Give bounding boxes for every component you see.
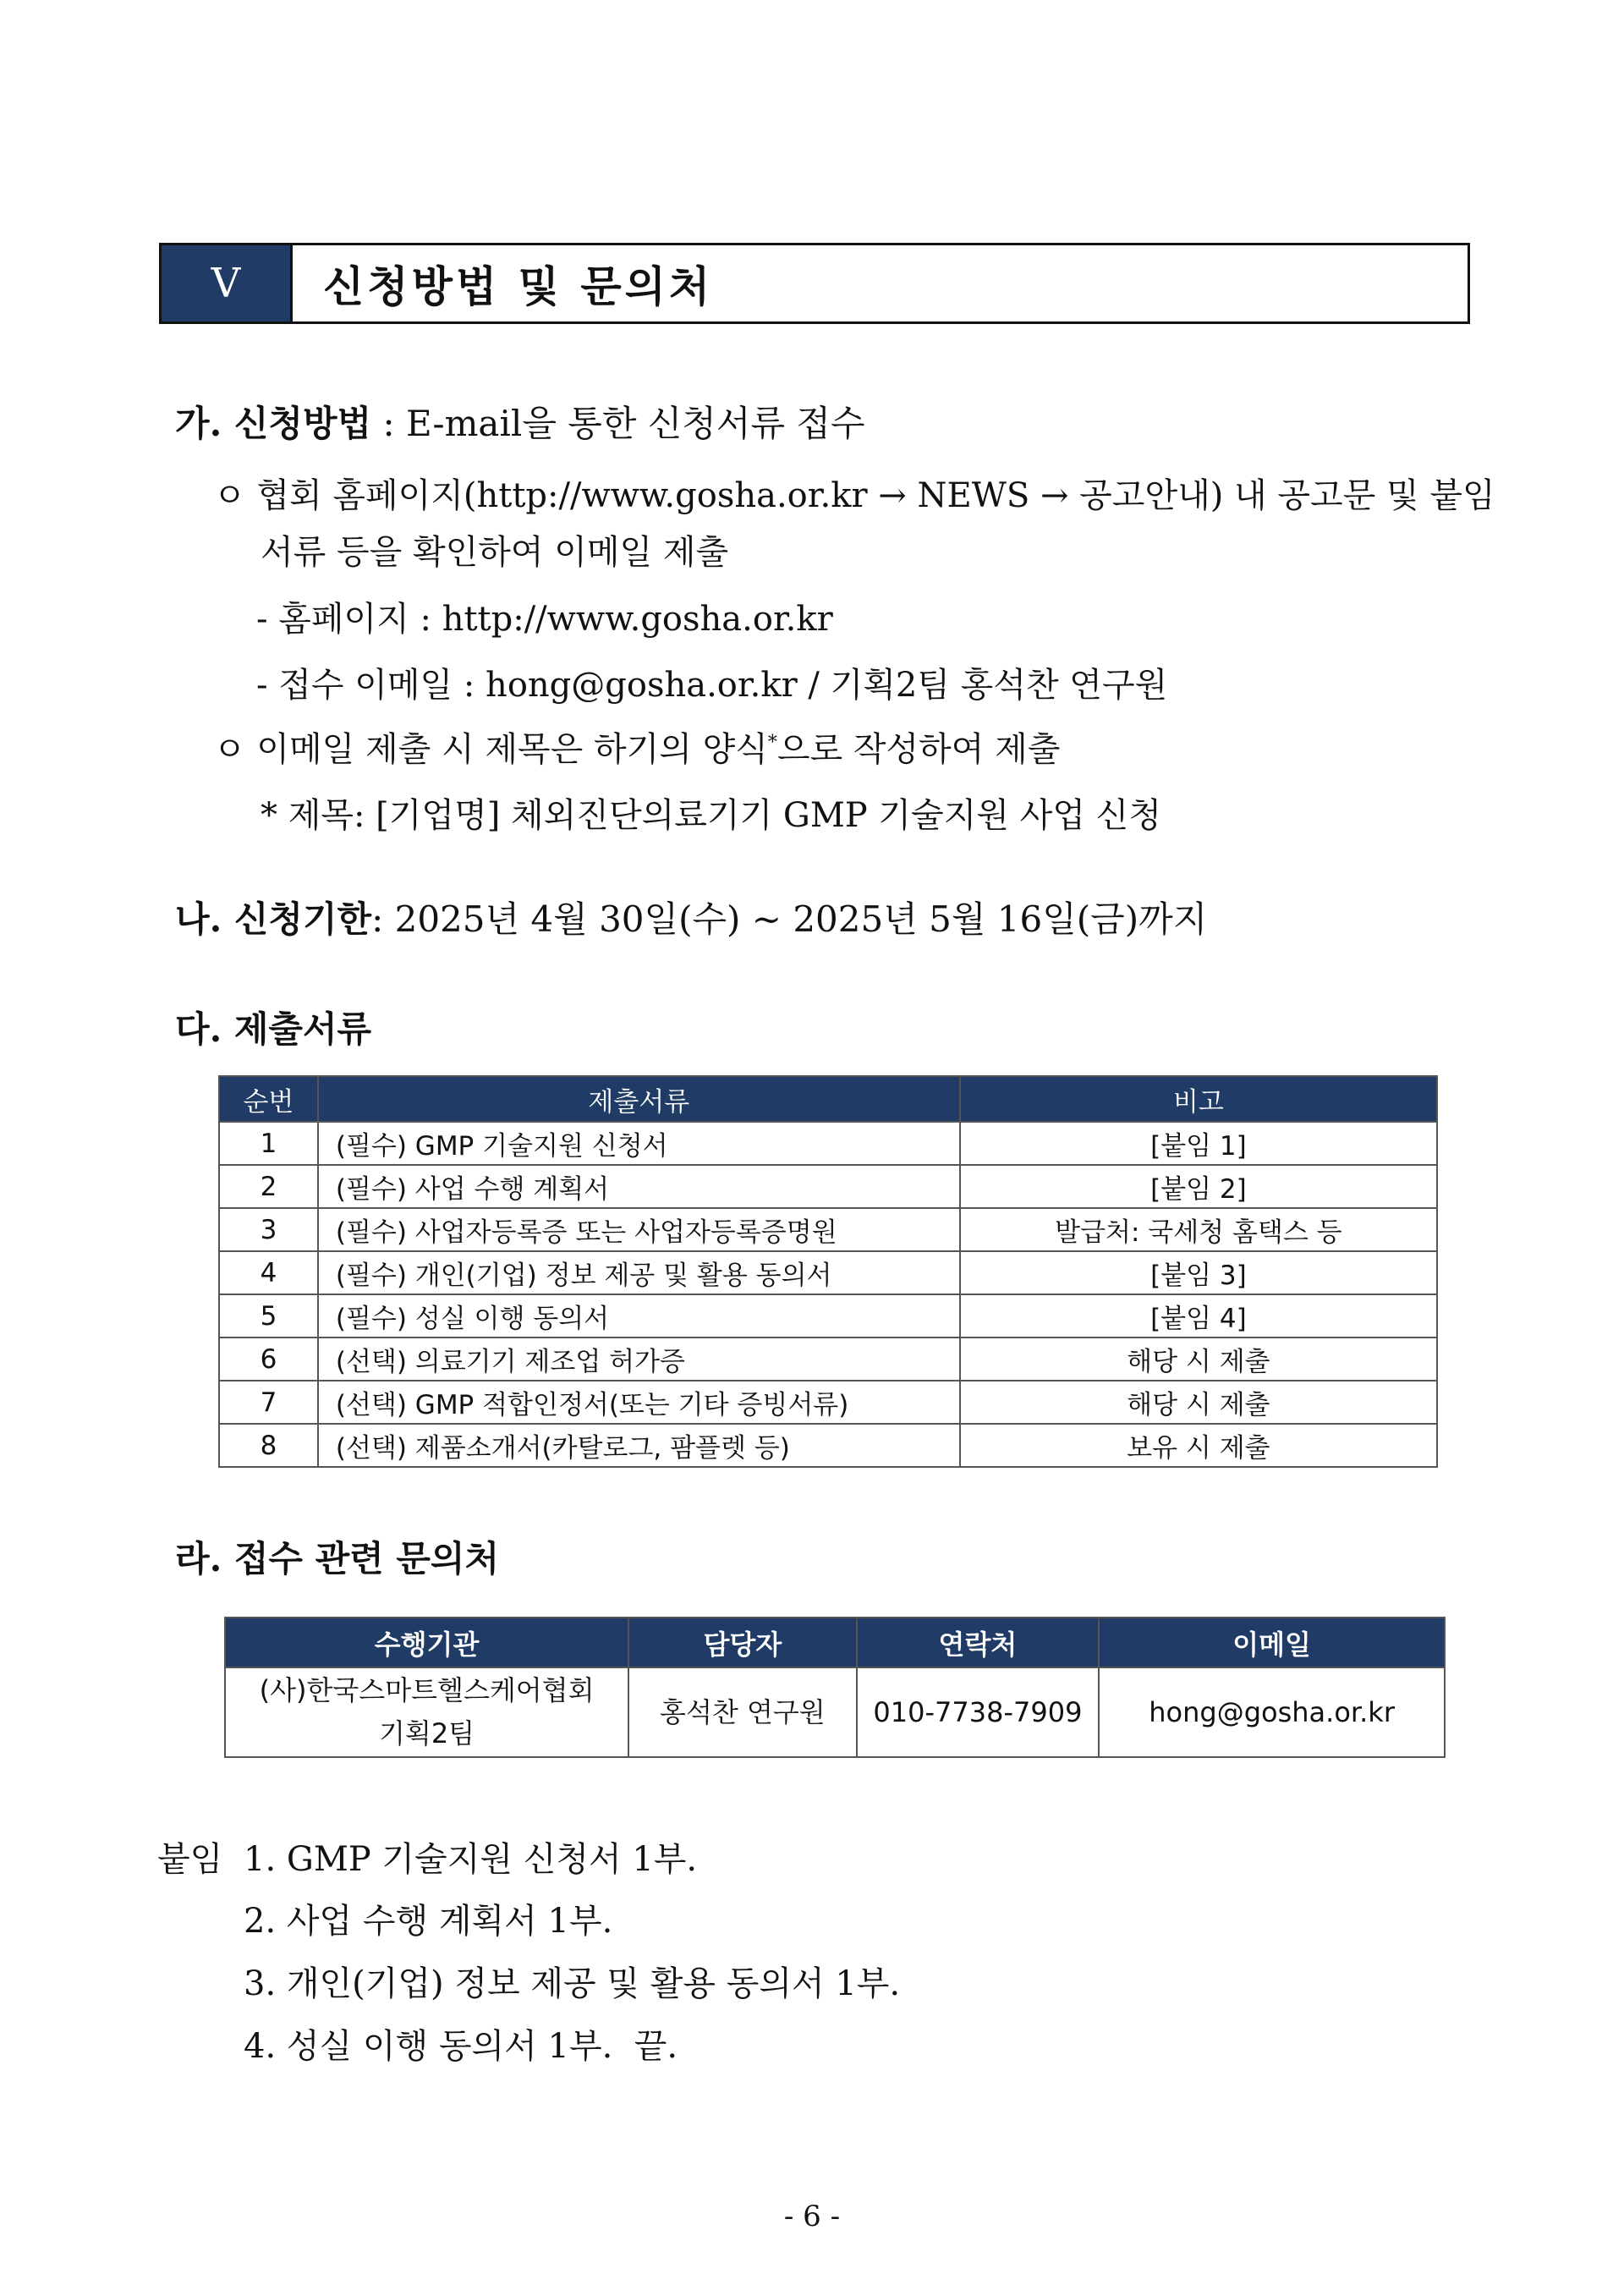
bullet-subject-pre: ㅇ 이메일 제출 시 제목은 하기의 양식 — [213, 730, 768, 769]
heading-ga — [175, 403, 865, 444]
table-row — [219, 1251, 1437, 1294]
cell-order: 7 — [219, 1381, 318, 1424]
page-number: - 6 - — [783, 2200, 841, 2233]
table-row — [219, 1381, 1437, 1424]
section-title: 신청방법 및 문의처 — [323, 262, 714, 311]
attachment-item-3: 3. 개인(기업) 정보 제공 및 활용 동의서 1부. — [244, 1964, 901, 2003]
section-header — [159, 243, 1470, 324]
heading-da: 다. 제출서류 — [175, 1008, 372, 1050]
col-header-order: 순번 — [219, 1076, 318, 1122]
dash-email: - 접수 이메일 : hong@gosha.or.kr / 기획2팀 홍석찬 연구원 — [256, 666, 1168, 705]
cell-remark: 발급처: 국세청 홈택스 등 — [960, 1208, 1437, 1251]
attachment-item-4: 4. 성실 이행 동의서 1부. 끝. — [244, 2027, 678, 2066]
contact-table — [224, 1617, 1446, 1758]
org-team: 기획2팀 — [379, 1717, 475, 1750]
col-header-person: 담당자 — [628, 1618, 857, 1667]
cell-remark: 해당 시 제출 — [960, 1338, 1437, 1381]
col-header-documents: 제출서류 — [318, 1076, 960, 1122]
table-header-row — [225, 1618, 1445, 1667]
cell-person: 홍석찬 연구원 — [628, 1667, 857, 1757]
cell-email: hong@gosha.or.kr — [1099, 1667, 1445, 1757]
cell-phone: 010-7738-7909 — [857, 1667, 1100, 1757]
cell-order: 6 — [219, 1338, 318, 1381]
cell-document: (선택) 의료기기 제조업 허가증 — [318, 1338, 960, 1381]
asterisk-superscript: * — [767, 732, 777, 754]
cell-document: (필수) 사업 수행 계획서 — [318, 1165, 960, 1208]
cell-remark: 해당 시 제출 — [960, 1381, 1437, 1424]
cell-remark: [붙임 2] — [960, 1165, 1437, 1208]
col-header-remarks: 비고 — [960, 1076, 1437, 1122]
bullet-subject — [213, 730, 1061, 769]
cell-remark: 보유 시 제출 — [960, 1424, 1437, 1467]
cell-order: 2 — [219, 1165, 318, 1208]
cell-document: (선택) 제품소개서(카탈로그, 팜플렛 등) — [318, 1424, 960, 1467]
cell-order: 8 — [219, 1424, 318, 1467]
heading-na-rest: : 2025년 4월 30일(수) ~ 2025년 5월 16일(금)까지 — [371, 898, 1208, 940]
cell-document: (필수) 사업자등록증 또는 사업자등록증명원 — [318, 1208, 960, 1251]
cell-order: 4 — [219, 1251, 318, 1294]
cell-document: (선택) GMP 적합인정서(또는 기타 증빙서류) — [318, 1381, 960, 1424]
cell-document: (필수) 성실 이행 동의서 — [318, 1294, 960, 1338]
col-header-email: 이메일 — [1099, 1618, 1445, 1667]
cell-order: 5 — [219, 1294, 318, 1338]
heading-na-label: 나. 신청기한 — [175, 898, 372, 940]
org-name: (사)한국스마트헬스케어협회 — [259, 1674, 595, 1706]
col-header-org: 수행기관 — [225, 1618, 628, 1667]
heading-ga-rest: : E-mail을 통한 신청서류 접수 — [371, 403, 865, 444]
cell-remark: [붙임 1] — [960, 1122, 1437, 1165]
cell-document: (필수) GMP 기술지원 신청서 — [318, 1122, 960, 1165]
heading-ga-label: 가. 신청방법 — [175, 403, 372, 444]
bullet-subject-post: 으로 작성하여 제출 — [776, 730, 1061, 769]
cell-org — [225, 1667, 628, 1757]
table-row — [219, 1165, 1437, 1208]
heading-ra: 라. 접수 관련 문의처 — [175, 1538, 500, 1579]
col-header-phone: 연락처 — [857, 1618, 1100, 1667]
attachments-label: 붙임 — [157, 1840, 223, 1879]
cell-order: 1 — [219, 1122, 318, 1165]
table-row — [219, 1338, 1437, 1381]
table-row — [219, 1208, 1437, 1251]
subject-note: * 제목: [기업명] 체외진단의료기기 GMP 기술지원 사업 신청 — [261, 796, 1161, 835]
cell-document: (필수) 개인(기업) 정보 제공 및 활용 동의서 — [318, 1251, 960, 1294]
table-header-row — [219, 1076, 1437, 1122]
cell-remark: [붙임 4] — [960, 1294, 1437, 1338]
attachment-item-2: 2. 사업 수행 계획서 1부. — [244, 1902, 613, 1941]
table-row — [219, 1424, 1437, 1467]
cell-order: 3 — [219, 1208, 318, 1251]
cell-remark: [붙임 3] — [960, 1251, 1437, 1294]
table-row — [219, 1294, 1437, 1338]
dash-homepage: - 홈페이지 : http://www.gosha.or.kr — [256, 600, 833, 639]
heading-na — [175, 898, 1208, 940]
attachment-item-1: 1. GMP 기술지원 신청서 1부. — [244, 1840, 698, 1879]
bullet-homepage-line2: 서류 등을 확인하여 이메일 제출 — [261, 533, 729, 572]
table-row — [219, 1122, 1437, 1165]
section-number: V — [162, 245, 293, 321]
bullet-homepage-line1: ㅇ 협회 홈페이지(http://www.gosha.or.kr → NEWS → 공고안내) 내 공고문 및 붙임 — [213, 476, 1495, 515]
documents-table — [218, 1075, 1438, 1468]
table-row — [225, 1667, 1445, 1757]
